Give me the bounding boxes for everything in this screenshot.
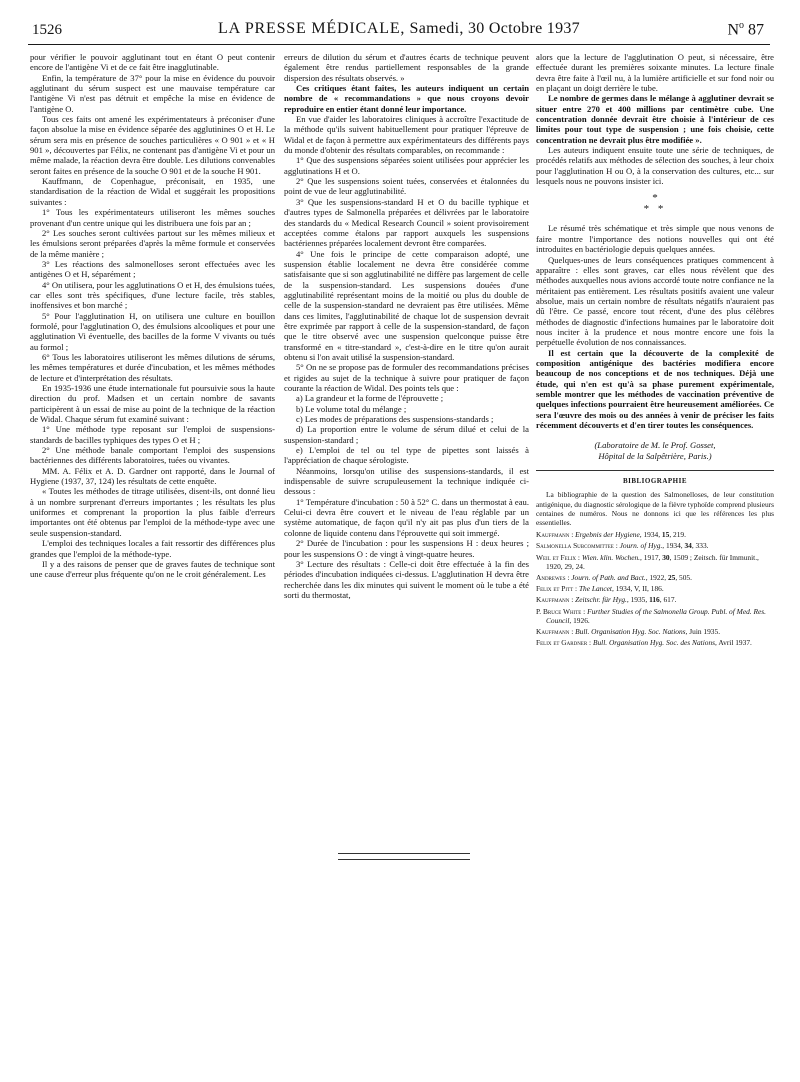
ref-details: , 1917, <box>640 552 663 562</box>
paragraph: Le résumé très schématique et très simple que nous venons de faire montre l'importance des notions nouvelles qui ont été introduites en bactériologie depuis quelques années. <box>536 223 774 255</box>
ref-details: , 1934, <box>639 530 662 540</box>
paragraph: alors que la lecture de l'agglutination O peut, si nécessaire, être effectuée durant les premières soixante minutes. La lecture finale devra être faite à l'œil nu, à la lumière artificielle et sur fond noir ou en plaçant un doigt derrière le tube. <box>536 52 774 94</box>
page-number: 1526 <box>32 22 62 38</box>
issue-prefix: N <box>727 21 739 39</box>
ref-details: , 1926. <box>569 615 590 625</box>
text-column-1 <box>30 52 275 580</box>
ref-journal: Journ. of Path. and Bact. <box>571 573 646 582</box>
end-of-article-rule <box>338 853 470 860</box>
separator-star: * <box>652 192 658 205</box>
ref-authors: Kauffmann <box>536 595 570 605</box>
ref-authors: Kauffmann <box>536 627 570 637</box>
paragraph: Il y a des raisons de penser que de graves fautes de technique sont une cause d'erreur plus fréquente qu'on ne le croit généralement. Les <box>30 558 275 580</box>
paragraph: pour vérifier le pouvoir agglutinant tout en étant O peut contenir encore de l'antigène Vi et de ce fait être inagglutinable. <box>30 52 275 73</box>
bibliography-ref: Kauffmann : Ergebnis der Hygiene, 1934, 15, 219. <box>536 530 686 540</box>
paragraph: 3° Que les suspensions-standard H et O du bacille typhique et d'autres types de Salmonella préparées et délivrées par le laboratoire des standards du « Medical Research Council » soient provisoirement acceptées comme étalons par rapport auxquels les suspensions bactériennes préparées localement devront être comparées. <box>284 196 529 249</box>
ref-pages: , 617. <box>659 595 677 605</box>
publication-name: LA PRESSE MÉDICALE, <box>218 20 406 37</box>
ref-journal: Bull. Organisation Hyg. Soc. des Nations <box>592 638 716 648</box>
ref-journal: Bull. Organisation Hyg. Soc. Nations <box>575 627 686 637</box>
paragraph: 3° Les réactions des salmonelloses seront effectuées avec les antigènes O et H, séparément ; <box>30 258 275 280</box>
ref-authors: Salmonella Subcommittee <box>536 541 614 551</box>
ref-journal: Wien. klin. Wochen. <box>581 552 641 562</box>
ref-details: , Avril 1937. <box>715 638 752 648</box>
affiliation-line-1: (Laboratoire de M. le Prof. Gosset, <box>594 440 716 451</box>
bibliography-ref: Felix et Pitt : The Lancet, 1934, V, II, 186. <box>536 584 664 594</box>
paragraph: L'emploi des techniques locales a fait ressortir des différences plus grandes que l'emploi de la méthode-type. <box>30 538 275 559</box>
paragraph: MM. A. Félix et A. D. Gardner ont rapporté, dans le Journal of Hygiene (1937, 37, 124) les résultats de cette enquête. <box>30 465 275 487</box>
issue-date: Samedi, 30 Octobre 1937 <box>409 20 580 37</box>
ref-details: , 1934, <box>662 541 685 551</box>
bibliography-ref: Salmonella Subcommittee : Journ. of Hyg., 1934, 34, 333. <box>536 541 709 551</box>
ref-authors: Kauffmann <box>536 530 570 540</box>
section-separator <box>536 193 774 215</box>
ref-journal: Journ. of Hyg. <box>619 541 663 551</box>
running-title <box>28 20 770 38</box>
bibliography-ref: Andrewes : Journ. of Path. and Bact., 1922, 25, 505. <box>536 573 692 582</box>
affiliation <box>536 440 774 461</box>
paragraph: Les auteurs indiquent ensuite toute une série de techniques, de procédés relatifs aux méthodes de sélection des souches, à leur choix pour l'agglutination H ou O, à la conservation des cultures, etc... sur lesquels nous ne pouvons insister ici. <box>536 145 774 187</box>
ref-details: , 1922, <box>645 573 668 582</box>
bibliography-ref: Felix et Gardner : Bull. Organisation Hyg. Soc. des Nations, Avril 1937. <box>536 638 752 648</box>
paragraph: 2° Durée de l'incubation : pour les suspensions H : deux heures ; pour les suspensions O : de vingt à vingt-quatre heures. <box>284 538 529 559</box>
affiliation-line-2: Hôpital de la Salpêtrière, Paris.) <box>598 450 712 461</box>
text-column-2 <box>284 52 529 600</box>
bibliography-ref: Kauffmann : Zeitschr. für Hyg., 1935, 116, 617. <box>536 595 677 605</box>
separator-stars: * * <box>643 203 667 216</box>
ref-pages: 186. <box>650 584 664 594</box>
running-header <box>28 14 770 45</box>
paragraph: Il est certain que la découverte de la complexité de composition antigénique des bactéries modifiera encore beaucoup de nos conceptions et de nos techniques. Déjà une étude, qui n'en est qu'à sa phase purement expérimentale, semble montrer que les méthodes de vaccination préventive de quelques infections pourraient être heureusement améliorées. Ce sera l'œuvre des mois ou des années à venir de préciser les faits récemment découverts et d'en tirer toutes les conséquences. <box>536 347 774 430</box>
ref-journal: Further Studies of the Salmonella Group. Publ. of Med. Res. Council <box>546 606 767 625</box>
ref-pages: , 219. <box>669 530 686 540</box>
bibliography-ref: Kauffmann : Bull. Organisation Hyg. Soc. Nations, Juin 1935. <box>536 627 721 637</box>
ref-volume: 15 <box>661 530 670 540</box>
paragraph: 1° Une méthode type reposant sur l'emploi de suspensions-standards de bacilles typhiques des types O et H ; <box>30 424 275 445</box>
paragraph: Le nombre de germes dans le mélange à agglutiner devrait se situer entre 270 et 400 millions par centimètre cube. Une concentration donnée devrait être choisie à l'intérieur de ces limites pour tout type de suspension ; une fois choisie, cette concentration ne devrait plus être modifiée ». <box>536 93 774 145</box>
issue-number <box>727 20 764 39</box>
paragraph: 5° Pour l'agglutination H, on utilisera une culture en bouillon formolé, pour l'agglutination O, des émulsions alcooliques et pour une agglutination Vi éventuelle, des bacilles de la forme V vivants ou tués au formol ; <box>30 310 275 352</box>
paragraph: 6° Tous les laboratoires utiliseront les mêmes dilutions de sérums, les mêmes températures et durée d'incubation, et les mêmes méthodes de lecture et d'interprétation des résultats. <box>30 351 275 383</box>
paragraph: c) Les modes de préparations des suspensions-standards ; <box>296 414 494 425</box>
paragraph: En vue d'aider les laboratoires cliniques à accroître l'exactitude de la méthode qu'ils suivent habituellement pour pratiquer l'épreuve de Widal et de façon à permettre aux expérimentateurs des différents pays du monde d'obtenir des résultats comparables, on recommande : <box>284 114 529 156</box>
paragraph: 2° Les souches seront cultivées partout sur les mêmes milieux et les émulsions seront préparées d'après la même formule et conservées de la même manière ; <box>30 227 275 259</box>
paragraph: 2° Une méthode banale comportant l'emploi des suspensions bactériennes des différents laboratoires, tuées ou vivantes. <box>30 445 275 466</box>
bibliography-list <box>536 530 774 647</box>
paragraph: Quelques-unes de leurs conséquences pratiques commencent à apparaître : elles sont graves, car elles nous révèlent que des méthodes auxquelles nous avions accordé toute notre confiance ne la méritaient pas entièrement. Les résultats positifs avaient une valeur absolue, mais un certain nombre de résultats négatifs n'auraient pas dû l'être. Ce passé, encore tout récent, d'une des plus célèbres méthodes de diagnostic d'infections humaines par le laboratoire doit nous inciter à la prudence et nous montre encore une fois la perpétuelle évolution de nos connaissances. <box>536 254 774 348</box>
ref-authors: P. Bruce White <box>536 606 582 616</box>
issue-sup: o <box>739 20 744 31</box>
bibliography-intro: La bibliographie de la question des Salmonelloses, de leur constitution antigénique, du diagnostic sérologique de la fièvre typhoïde comprend plusieurs centaines de numéros. Nous ne donnons ici que les références les plus essentielles. <box>536 490 774 527</box>
ref-authors: Felix et Pitt <box>536 584 574 594</box>
ref-authors: Felix et Gardner <box>536 638 588 648</box>
ref-volume: 34 <box>684 541 692 551</box>
paragraph: a) La grandeur et la forme de l'éprouvette ; <box>296 393 444 404</box>
ref-volume: 116 <box>649 595 660 605</box>
paragraph: Néanmoins, lorsqu'on utilise des suspensions-standards, il est indispensable de suivre scrupuleusement la technique indiquée ci-dessous : <box>284 465 529 497</box>
paragraph: Enfin, la température de 37° pour la mise en évidence du pouvoir agglutinant du sérum suspect est une mauvaise température car l'antigène Vi n'est pas détruit et empêche la mise en évidence de l'antigène O. <box>30 72 275 114</box>
paragraph: 3° Lecture des résultats : Celle-ci doit être effectuée à la fin des périodes d'incubation indiquées ci-dessus. L'agglutination H devra être recherchée dans les dix minutes qui suivent le moment où le tube a été sorti du thermostat, <box>284 558 529 600</box>
paragraph: 4° On utilisera, pour les agglutinations O et H, des émulsions tuées, car elles sont très spécifiques, d'une lecture facile, très stables, inoffensives et bon marché ; <box>30 279 275 311</box>
bibliography-ref: Weil et Felix : Wien. klin. Wochen., 1917, 30, 1509 ; Zeitsch. für Immunit., 1920, 29, 24. <box>536 552 759 571</box>
paragraph: 4° Une fois le principe de cette comparaison adopté, une suspension établie localement ne devra être considérée comme satisfaisante que si son agglutinabilité ne diffère pas largement de celle de la suspension-standard. Les suspensions douées d'une agglutinabilité représentant moins de la moitié ou plus du double de celle de la suspension-standard ne devraient pas être utilisées. Même dans ces limites, l'agglutinabilité de chaque lot de suspension devrait être exprimée par rapport à celle de la suspension-standard, de façon que le titre observé avec une suspension quelconque puisse être transformé en « titre-standard », c'est-à-dire en le titre qu'on aurait obtenu si l'on avait utilisé la suspension-standard. <box>284 248 529 362</box>
ref-details: , 1935, <box>626 595 650 605</box>
paragraph: b) Le volume total du mélange ; <box>296 403 407 414</box>
ref-volume: 25 <box>667 573 676 582</box>
ref-volume: 30 <box>662 552 670 562</box>
ref-details: , Juin 1935. <box>685 627 721 637</box>
paragraph: Ces critiques étant faites, les auteurs indiquent un certain nombre de « recommandations » que nous croyons devoir reproduire en entier étant donné leur importance. <box>284 83 529 114</box>
paragraph: « Toutes les méthodes de titrage utilisées, disent-ils, ont donné lieu à un nombre surprenant d'erreurs importantes ; les résultats les plus uniformes et comprenant la proportion la plus faible d'erreurs importantes ont été obtenus par l'emploi de la méthode-type avec une seule suspension-standard. <box>30 486 275 538</box>
ref-pages: , 333. <box>691 541 709 551</box>
bibliography-title: BIBLIOGRAPHIE <box>536 470 774 486</box>
ref-authors: Weil et Felix <box>536 552 577 562</box>
paragraph: En 1935-1936 une étude internationale fut poursuivie sous la haute direction du prof. Madsen et un certain nombre de savants participèrent à un essai de mise au point de la technique de la réaction de Widal. Chaque sérum fut examiné suivant : <box>30 383 275 425</box>
paragraph: d) La proportion entre le volume de sérum dilué et celui de la suspension-standard ; <box>284 424 529 445</box>
paragraph: Tous ces faits ont amené les expérimentateurs à préconiser d'une façon absolue la mise en évidence séparée des agglutinines O et H. Le sérum sera mis en présence de souches particulières « O 901 » et « H 901 », découvertes par Félix, ne contenant pas d'antigène Vi et pour un même malade, la réaction devra être double. Les dilutions convenables seront faites en présence de la souche O 901 et de la souche H 901. <box>30 114 275 176</box>
bibliography-ref: P. Bruce White : Further Studies of the Salmonella Group. Publ. of Med. Res. Council, 1926. <box>536 606 767 625</box>
paragraph: 1° Température d'incubation : 50 à 52° C. dans un thermostat à eau. Celui-ci devra être couvert et le niveau de l'eau réglable par un système automatique, de façon qu'il n'y ait pas plus d'un tiers de la colonne de liquide contenu dans l'éprouvette qui soit immergé. <box>284 496 529 538</box>
paragraph: 1° Tous les expérimentateurs utiliseront les mêmes souches provenant d'un centre unique qui les distribuera une fois par an ; <box>30 207 275 228</box>
ref-journal: Zeitschr. für Hyg. <box>575 595 627 605</box>
paragraph: erreurs de dilution du sérum et d'autres écarts de technique peuvent également être rendus partiellement responsables de la grande dispersion des résultats observés. » <box>284 52 529 83</box>
ref-pages: , 1509 ; Zeitsch. für Immunit., 1920, 29, 24. <box>546 552 759 571</box>
paragraph: 5° On ne se propose pas de formuler des recommandations précises et rigides au sujet de la technique à suivre pour pratiquer de façon courante la réaction de Widal. Des points tels que : <box>284 362 529 393</box>
paragraph: 1° Que des suspensions séparées soient utilisées pour apprécier les agglutinations H et O. <box>284 155 529 176</box>
paragraph: Kauffmann, de Copenhague, préconisait, en 1935, une standardisation de la réaction de Widal et suggérait les propositions suivantes : <box>30 176 275 207</box>
ref-details: , 1934, V, II, <box>612 584 651 594</box>
paragraph: e) L'emploi de tel ou tel type de pipettes sont laissés à l'appréciation de chaque sérologiste. <box>284 445 529 466</box>
ref-journal: The Lancet <box>578 584 612 594</box>
ref-pages: , 505. <box>675 573 692 582</box>
issue-value: 87 <box>748 21 764 39</box>
paragraph: 2° Que les suspensions soient tuées, conservées et étalonnées du point de vue de leur agglutinabilité. <box>284 176 529 197</box>
text-column-3 <box>536 52 774 649</box>
ref-journal: Ergebnis der Hygiene <box>575 530 640 540</box>
ref-authors: Andrewes <box>536 573 566 582</box>
